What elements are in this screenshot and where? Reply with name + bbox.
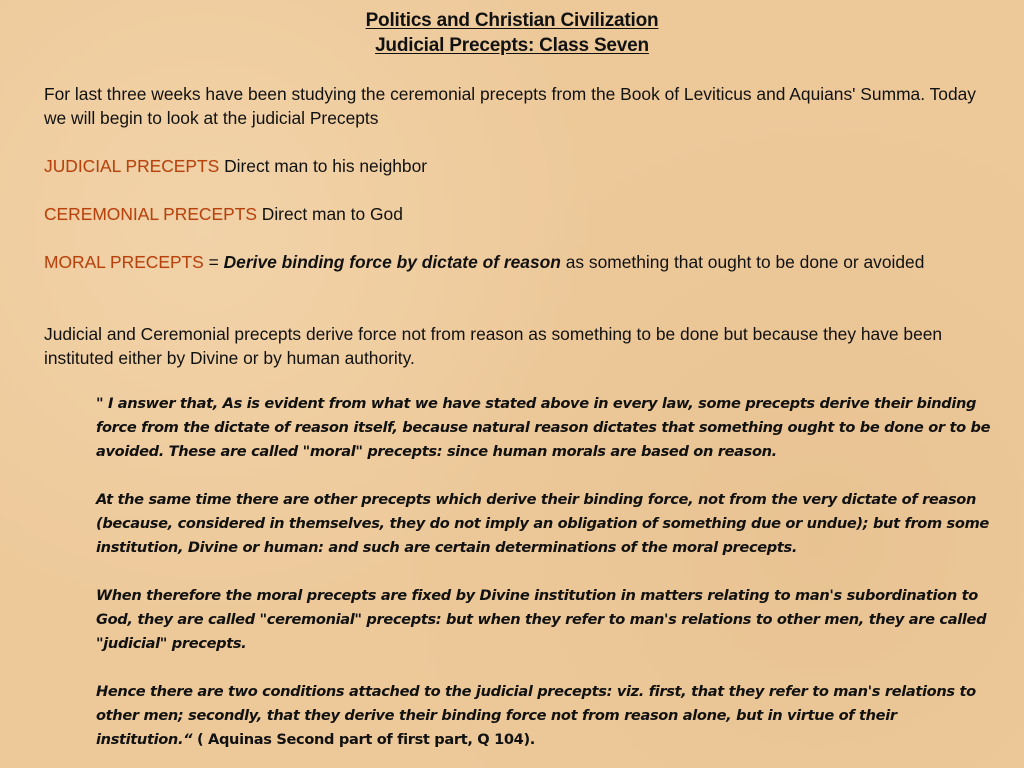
slide-title xyxy=(0,8,1024,58)
quote-paragraph-4 xyxy=(96,680,996,752)
judicial-definition xyxy=(44,154,994,178)
ceremonial-description: Direct man to God xyxy=(256,204,403,224)
moral-equals-sign: = xyxy=(203,252,224,272)
moral-description: as something that ought to be done or avoided xyxy=(560,252,925,272)
quote-citation: ( Aquinas Second part of first part, Q 104). xyxy=(192,731,535,748)
title-line-2: Judicial Precepts: Class Seven xyxy=(375,35,649,56)
quote-paragraph-1: " I answer that, As is evident from what we have stated above in every law, some precepts derive their binding force from the dictate of reason itself, because natural reason dictates that something ought to be done or to be avoided. These are called "moral" precepts: since human morals are based on reason. xyxy=(96,395,991,460)
ceremonial-definition xyxy=(44,202,994,226)
explanation-paragraph: Judicial and Ceremonial precepts derive force not from reason as something to be done but because they have been instituted either by Divine or by human authority. xyxy=(44,324,943,368)
intro-paragraph: For last three weeks have been studying the ceremonial precepts from the Book of Leviticus and Aquians' Summa. Today we will begin to look at the judicial Precepts xyxy=(44,84,976,128)
moral-emphasis: Derive binding force by dictate of reason xyxy=(223,252,561,272)
title-line-1: Politics and Christian Civilization xyxy=(365,10,659,31)
judicial-term: JUDICIAL PRECEPTS xyxy=(44,156,220,176)
moral-term: MORAL PRECEPTS xyxy=(44,252,204,272)
quote-paragraph-3: When therefore the moral precepts are fixed by Divine institution in matters relating to man's subordination to God, they are called "ceremonial" precepts: but when they refer to man's relations to other men, they are called "judicial" precepts. xyxy=(96,587,987,652)
quote-paragraph-4-text: Hence there are two conditions attached to the judicial precepts: viz. first, that they refer to man's relations to other men; secondly, that they derive their binding force not from reason alone, but in virtue of their institution.“ xyxy=(96,683,976,748)
moral-definition xyxy=(44,250,994,274)
quote-paragraph-2: At the same time there are other precepts which derive their binding force, not from the very dictate of reason (because, considered in themselves, they do not imply an obligation of something due or undue); but from some institution, Divine or human: and such are certain determinations of the moral precepts. xyxy=(96,491,989,556)
judicial-description: Direct man to his neighbor xyxy=(219,156,428,176)
ceremonial-term: CEREMONIAL PRECEPTS xyxy=(44,204,257,224)
